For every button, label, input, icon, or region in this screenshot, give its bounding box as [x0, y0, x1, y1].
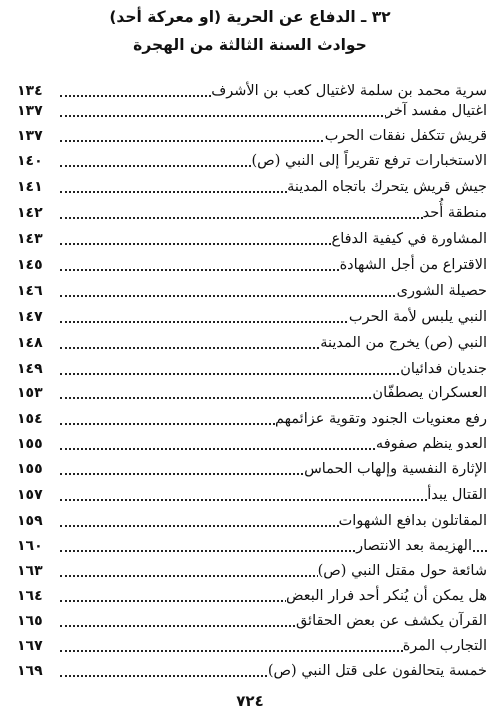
entry-page-number: ١٤٩ — [17, 361, 43, 377]
toc-entry — [0, 125, 500, 147]
entry-page-number: ١٤١ — [17, 179, 43, 195]
entry-title: جنديان فدائيان — [400, 358, 487, 380]
toc-entry — [0, 433, 500, 455]
entry-title: اغتيال مفسد آخر — [386, 100, 487, 122]
entry-title: النبي يلبس لأمة الحرب — [349, 306, 487, 328]
entry-title: شائعة حول مقتل النبي (ص) — [318, 560, 487, 582]
entry-title: قريش تتكفل نفقات الحرب — [325, 125, 487, 147]
entry-title: النبي (ص) يخرج من المدينة — [320, 332, 487, 354]
entry-title: العدو ينظم صفوفه — [376, 433, 487, 455]
entry-title: الهزيمة بعد الانتصار — [356, 535, 472, 557]
entry-title: الاقتراع من أجل الشهادة — [340, 254, 487, 276]
toc-entry — [0, 458, 500, 480]
entry-page-number: ١٦٤ — [17, 588, 43, 604]
entry-page-number: ١٦٥ — [17, 613, 43, 629]
dot-leader — [60, 499, 487, 501]
entry-page-number: ١٥٧ — [17, 487, 43, 503]
entry-title: خمسة يتحالفون على قتل النبي (ص) — [268, 660, 487, 682]
entry-page-number: ١٥٥ — [17, 461, 43, 477]
toc-entry — [0, 585, 500, 607]
entry-page-number: ١٤٢ — [17, 205, 43, 221]
entry-page-number: ١٥٥ — [17, 436, 43, 452]
entry-page-number: ١٣٧ — [17, 103, 43, 119]
toc-entry — [0, 306, 500, 328]
toc-entry — [0, 176, 500, 198]
entry-title: القتال يبدأ — [427, 484, 487, 506]
toc-entry — [0, 510, 500, 532]
entry-title: هل يمكن أن يُنكر أحد فرار البعض — [286, 585, 487, 607]
toc-entry — [0, 332, 500, 354]
entry-title: الإثارة النفسية وإلهاب الحماس — [304, 458, 487, 480]
entry-page-number: ١٤٣ — [17, 231, 43, 247]
toc-entry — [0, 280, 500, 302]
toc-entry — [0, 254, 500, 276]
toc-entry — [0, 560, 500, 582]
entry-title: المشاورة في كيفية الدفاع — [332, 228, 487, 250]
page-number: ٧٢٤ — [236, 692, 264, 710]
entry-title: منطقة أُحد — [423, 202, 487, 224]
toc-entry — [0, 80, 500, 102]
entry-page-number: ١٣٧ — [17, 128, 43, 144]
entry-title: المقاتلون بدافع الشهوات — [339, 510, 487, 532]
entry-page-number: ١٦٧ — [17, 638, 43, 654]
chapter-title: ٣٢ ـ الدفاع عن الحرية (او معركة أحد) — [109, 8, 391, 26]
toc-entry — [0, 535, 500, 557]
entry-page-number: ١٤٥ — [17, 257, 43, 273]
entry-title: العسكران يصطفّان — [372, 382, 487, 404]
toc-entry — [0, 484, 500, 506]
entry-page-number: ١٤٨ — [17, 335, 43, 351]
entry-title: التجارب المرة — [403, 635, 487, 657]
toc-entry — [0, 228, 500, 250]
entry-page-number: ١٤٧ — [17, 309, 43, 325]
toc-entry — [0, 610, 500, 632]
entry-page-number: ١٦٩ — [17, 663, 43, 679]
entry-page-number: ١٦٣ — [17, 563, 43, 579]
toc-entry — [0, 635, 500, 657]
entry-title: جيش قريش يتحرك باتجاه المدينة — [287, 176, 487, 198]
entry-title: حصيلة الشورى — [397, 280, 487, 302]
toc-entry — [0, 408, 500, 430]
entry-page-number: ١٣٤ — [17, 83, 43, 99]
toc-entry — [0, 202, 500, 224]
toc-entry — [0, 358, 500, 380]
chapter-subtitle: حوادث السنة الثالثة من الهجرة — [133, 36, 367, 54]
entry-page-number: ١٤٠ — [17, 153, 43, 169]
toc-entry — [0, 382, 500, 404]
entry-title: الاستخبارات ترفع تقريراً إلى النبي (ص) — [252, 150, 487, 172]
entry-page-number: ١٦٠ — [17, 538, 43, 554]
entry-page-number: ١٤٦ — [17, 283, 43, 299]
entry-page-number: ١٥٤ — [17, 411, 43, 427]
toc-entry — [0, 150, 500, 172]
entry-title: القرآن يكشف عن بعض الحقائق — [296, 610, 487, 632]
toc-entry — [0, 100, 500, 122]
entry-page-number: ١٥٩ — [17, 513, 43, 529]
entry-title: سرية محمد بن سلمة لاغتيال كعب بن الأشرف — [211, 80, 487, 102]
toc-entry — [0, 660, 500, 682]
entry-page-number: ١٥٣ — [17, 385, 43, 401]
entry-title: رفع معنويات الجنود وتقوية عزائمهم — [275, 408, 487, 430]
